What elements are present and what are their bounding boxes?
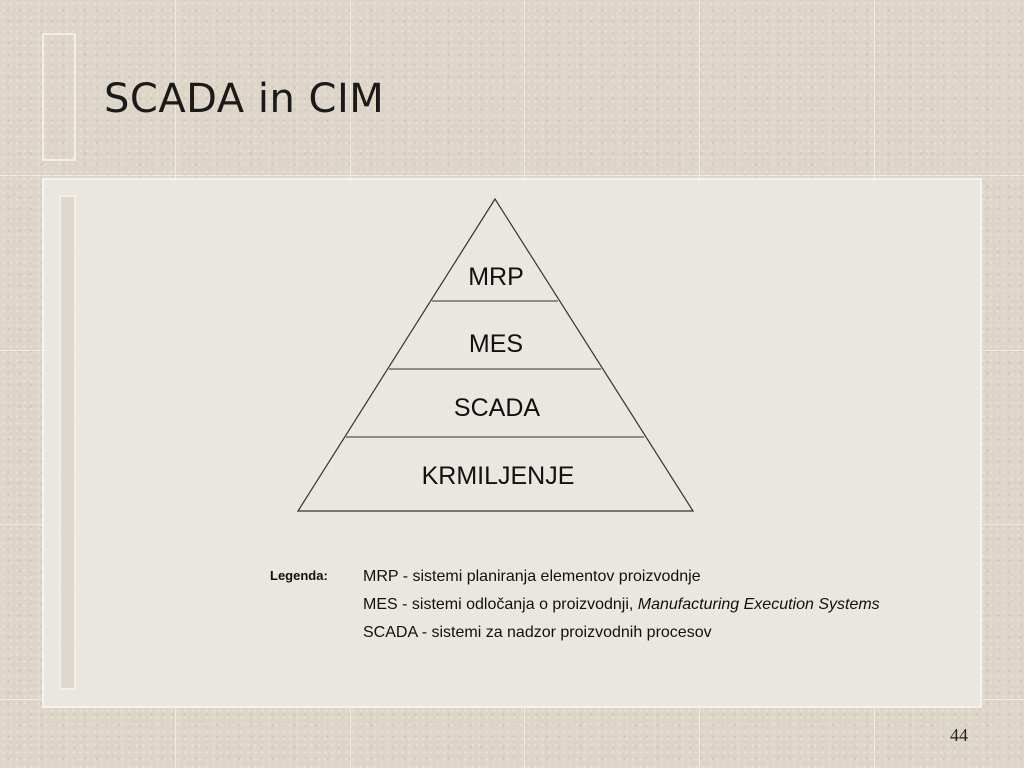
pyramid-level-mes: MES [468,330,524,358]
legend-line-scada [363,622,880,650]
legend-line-mes [363,594,880,622]
slide-title: SCADA in CIM [104,76,385,122]
page-number: 44 [950,725,968,745]
legend-text: MRP - sistemi planiranja elementov proizvodnje [363,568,701,585]
pyramid-level-scada: SCADA [453,394,541,422]
pyramid-level-krmiljenje: KRMILJENJE [421,462,575,490]
pyramid-level-mrp: MRP [468,263,524,291]
legend-text: SCADA - sistemi za nadzor proizvodnih procesov [363,624,712,641]
legend-text: MES - sistemi odločanja o proizvodnji, [363,596,638,613]
legend-title: Legenda: [270,568,328,583]
legend [363,566,880,650]
legend-line-mrp [363,566,880,594]
legend-italic-text: Manufacturing Execution Systems [637,596,880,613]
